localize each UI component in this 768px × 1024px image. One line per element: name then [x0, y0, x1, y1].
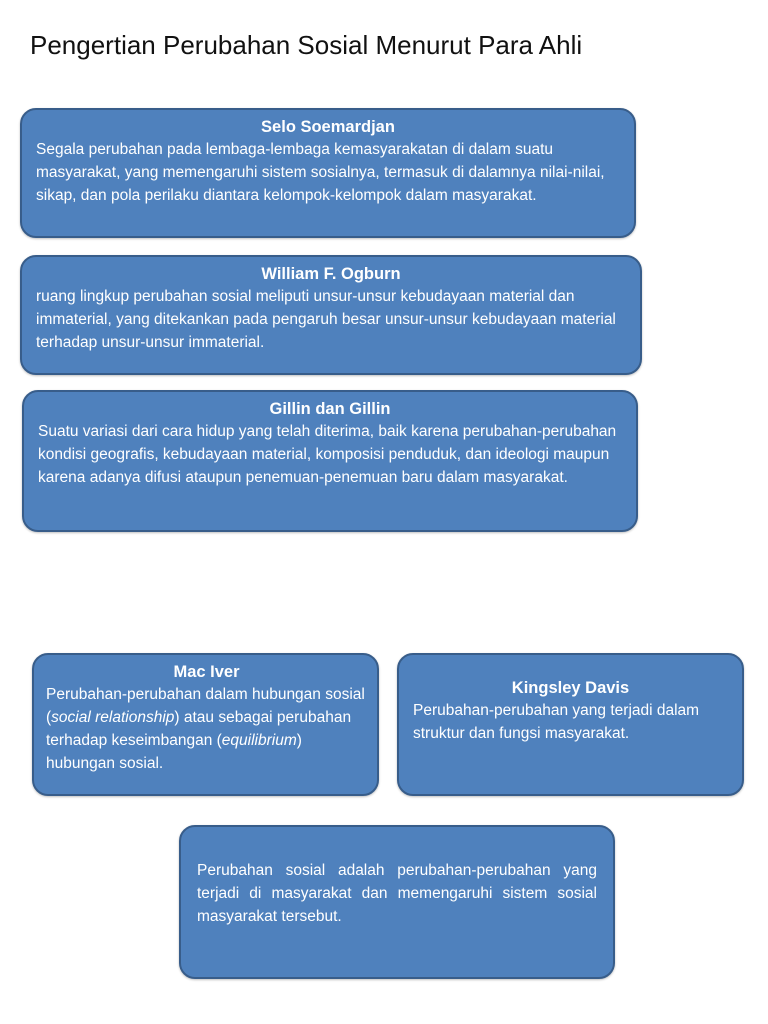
- expert-definition: ruang lingkup perubahan sosial meliputi unsur-unsur kebudayaan material dan immaterial, yang ditekankan pada pengaruh besar unsur-unsur kebudayaan material terhadap unsur-unsur immaterial.: [36, 288, 616, 351]
- expert-name: Kingsley Davis: [511, 679, 630, 697]
- expert-name: Gillin dan Gillin: [269, 400, 391, 418]
- expert-card-william-ogburn: [20, 255, 642, 375]
- summary-text: Perubahan sosial adalah perubahan-perubahan yang terjadi di masyarakat dan memengaruhi sistem sosial masyarakat tersebut.: [197, 862, 597, 925]
- definition-text: ) atau sebagai perubahan terhadap keseimbangan (: [46, 709, 352, 749]
- definition-text: Perubahan-perubahan dalam hubungan sosial (: [46, 686, 365, 726]
- expert-name: Mac Iver: [173, 663, 240, 681]
- expert-name: William F. Ogburn: [261, 265, 401, 283]
- slide-title: Pengertian Perubahan Sosial Menurut Para Ahli: [30, 30, 583, 60]
- expert-card-selo-soemardjan: [20, 108, 636, 238]
- definition-term: social relationship: [51, 709, 175, 726]
- definition-term: equilibrium: [221, 732, 297, 749]
- expert-definition: Perubahan-perubahan yang terjadi dalam struktur dan fungsi masyarakat.: [413, 702, 700, 742]
- expert-name: Selo Soemardjan: [261, 118, 395, 136]
- summary-card: [179, 825, 615, 979]
- definition-text: ) hubungan sosial.: [46, 732, 302, 772]
- expert-card-kingsley-davis: [397, 653, 744, 796]
- expert-card-mac-iver: [32, 653, 379, 796]
- expert-definition: [46, 683, 367, 775]
- expert-card-gillin-dan-gillin: [22, 390, 638, 532]
- expert-definition: Suatu variasi dari cara hidup yang telah diterima, baik karena perubahan-perubahan kondisi geografis, kebudayaan material, komposisi penduduk, dan ideologi maupun karena adanya difusi ataupun penemuan-penemuan baru dalam masyarakat.: [38, 423, 617, 486]
- expert-definition: Segala perubahan pada lembaga-lembaga kemasyarakatan di dalam suatu masyarakat, yang memengaruhi sistem sosialnya, termasuk di dalamnya nilai-nilai, sikap, dan pola perilaku diantara kelompok-kelompok dalam masyarakat.: [36, 141, 605, 204]
